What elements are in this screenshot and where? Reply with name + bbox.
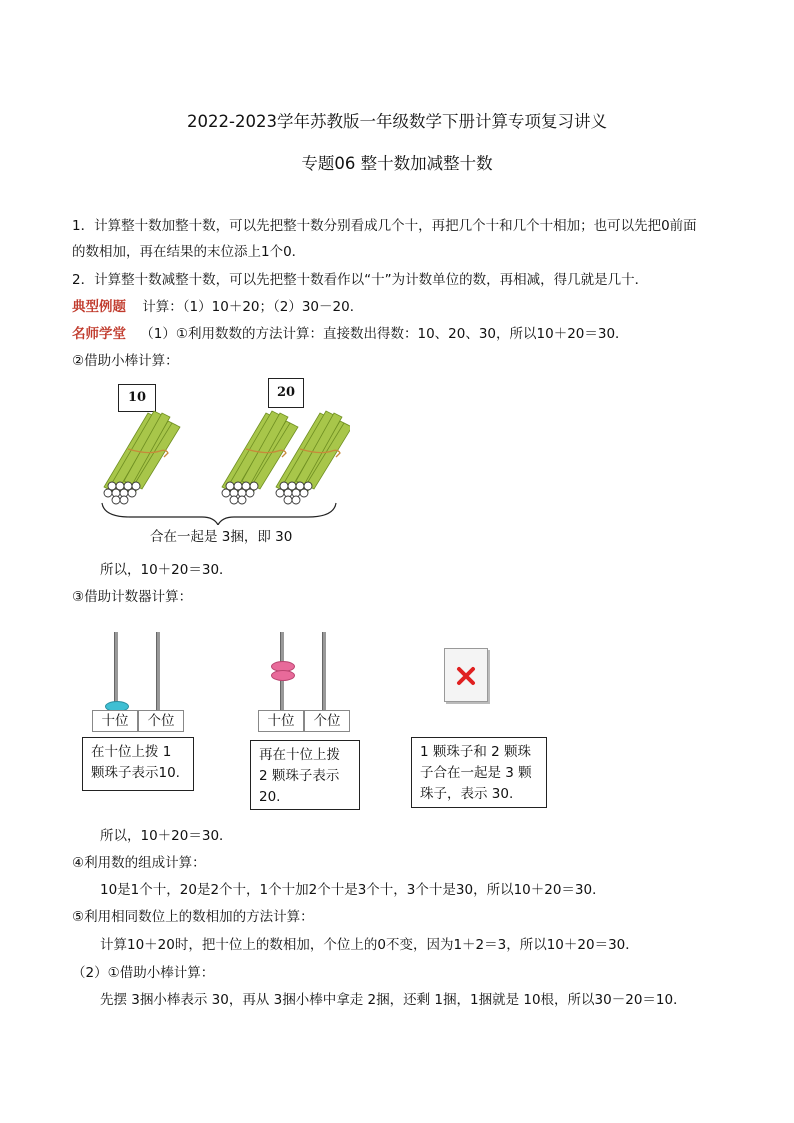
rule-2: 2．计算整十数减整十数，可以先把整十数看作以“十”为计数单位的数，再相减，得几就是几十． (72, 272, 649, 288)
abacus-1-description: 在十位上拨 1 颗珠子表示10. (82, 737, 194, 791)
teacher-text: （1）①利用数数的方法计算：直接数出得数：10、20、30，所以10＋20＝30． (140, 326, 629, 342)
method3-conclusion: 所以，10＋20＝30． (100, 828, 233, 844)
abacus-2-description: 再在十位上拨 2 颗珠子表示 20. (250, 740, 360, 810)
abacus-3-description: 1 颗珠子和 2 颗珠子合在一起是 3 颗珠子，表示 30. (411, 737, 547, 808)
bead-icon (271, 670, 295, 681)
method4-text: 10是1个十，20是2个十，1个十加2个十是3个十，3个十是30，所以10＋20＝30． (100, 882, 606, 898)
method5-heading: ⑤利用相同数位上的数相加的方法计算： (72, 909, 314, 925)
part2-text: 先摆 3捆小棒表示 30，再从 3捆小棒中拿走 2捆，还剩 1捆，1捆就是 10根，所以30－20＝10． (100, 992, 687, 1008)
example-tag: 典型例题 (72, 299, 126, 315)
example-line (72, 295, 363, 315)
ones-rod (322, 632, 326, 710)
abacus-2 (256, 632, 350, 734)
place-label-tens: 十位 (258, 710, 304, 732)
place-label-ones: 个位 (138, 710, 184, 732)
sticks-caption: 合在一起是 3捆，即 30 (150, 529, 293, 545)
method5-text: 计算10＋20时，把十位上的数相加，个位上的0不变，因为1＋2＝3，所以10＋20＝30． (100, 937, 639, 953)
tens-rod (114, 632, 118, 710)
place-label-ones: 个位 (304, 710, 350, 732)
doc-title: 2022-2023学年苏教版一年级数学下册计算专项复习讲义 (187, 112, 607, 131)
teacher-tag: 名师学堂 (72, 326, 126, 342)
doc-subtitle: 专题06 整十数加减整十数 (301, 154, 493, 173)
rule-1-line-1: 1．计算整十数加整十数，可以先把整十数分别看成几个十，再把几个十和几个十相加；也可以先把0前面 (72, 218, 697, 234)
teacher-line (72, 322, 629, 342)
example-text: 计算：（1）10＋20；（2）30－20． (142, 299, 364, 315)
number-box-20: 20 (268, 378, 304, 408)
method3-heading: ③借助计数器计算： (72, 589, 193, 605)
method4-heading: ④利用数的组成计算： (72, 855, 206, 871)
broken-image-icon (444, 648, 488, 702)
ones-rod (156, 632, 160, 710)
part2-heading: （2）①借助小棒计算： (72, 965, 215, 981)
stick-bundles-illustration (90, 405, 350, 525)
place-label-tens: 十位 (92, 710, 138, 732)
rule-1-line-2: 的数相加，再在结果的末位添上1个0． (72, 244, 306, 260)
abacus-1 (90, 632, 184, 734)
method2-heading: ②借助小棒计算： (72, 353, 179, 369)
number-box-10: 10 (118, 384, 156, 412)
method2-conclusion: 所以，10＋20＝30． (100, 562, 233, 578)
